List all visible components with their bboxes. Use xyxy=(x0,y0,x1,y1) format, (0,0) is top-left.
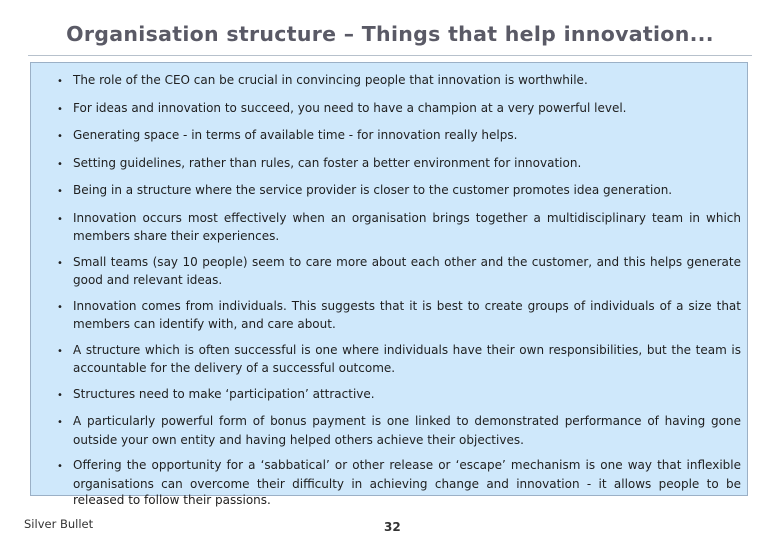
bullet-item: • Innovation comes from individuals. This suggests that it is best to create groups of individuals of a size that members can identify with, and care about. xyxy=(57,298,741,331)
bullet-item: • Generating space - in terms of available time - for innovation really helps. xyxy=(43,127,741,146)
bullet-dot-icon: • xyxy=(57,461,63,472)
bullet-item: • Setting guidelines, rather than rules, can foster a better environment for innovation. xyxy=(43,155,741,174)
bullet-dot-icon: • xyxy=(57,389,63,401)
bullet-dot-icon: • xyxy=(57,186,63,197)
page-number: 32 xyxy=(384,520,401,534)
bullet-dot-icon: • xyxy=(57,213,63,225)
bullet-dot-icon: • xyxy=(57,345,63,357)
bullet-dot-icon: • xyxy=(57,103,63,115)
bullet-dot-icon: • xyxy=(57,257,63,269)
bullet-list xyxy=(43,72,741,518)
bullet-dot-icon: • xyxy=(57,301,63,313)
bullet-item: • For ideas and innovation to succeed, you need to have a champion at a very powerful level. xyxy=(43,100,741,119)
bullet-dot-icon: • xyxy=(57,76,63,87)
bullet-dot-icon: • xyxy=(57,417,63,428)
bullet-item: • The role of the CEO can be crucial in convincing people that innovation is worthwhile. xyxy=(43,72,741,91)
slide-title: Organisation structure – Things that help innovation... xyxy=(66,22,714,46)
bullet-dot-icon: • xyxy=(57,158,63,170)
footer-brand: Silver Bullet xyxy=(24,517,94,531)
bullet-item: • Structures need to make ‘participation’ attractive. xyxy=(43,386,741,405)
title-divider xyxy=(28,55,752,56)
bullet-dot-icon: • xyxy=(57,131,63,142)
bullet-item: • Small teams (say 10 people) seem to care more about each other and the customer, and this helps generate good and relevant ideas. xyxy=(57,254,741,287)
bullet-item: • Offering the opportunity for a ‘sabbatical’ or other release or ‘escape’ mechanism is one way that inflexible organisations can overcome their difficulty in achieving change and innovation - it allows people to be released to follow their passions. xyxy=(57,458,741,507)
bullet-item: • Being in a structure where the service provider is closer to the customer promotes idea generation. xyxy=(43,182,741,201)
content-panel xyxy=(30,62,748,507)
bullet-item: • A particularly powerful form of bonus payment is one linked to demonstrated performance of having gone outside your own entity and having helped others achieve their objectives. xyxy=(57,414,741,447)
bullet-item: • A structure which is often successful is one where individuals have their own responsibilities, but the team is accountable for the delivery of a successful outcome. xyxy=(57,342,741,375)
bullet-item: • Innovation occurs most effectively when an organisation brings together a multidisciplinary team in which members share their experiences. xyxy=(57,210,741,243)
